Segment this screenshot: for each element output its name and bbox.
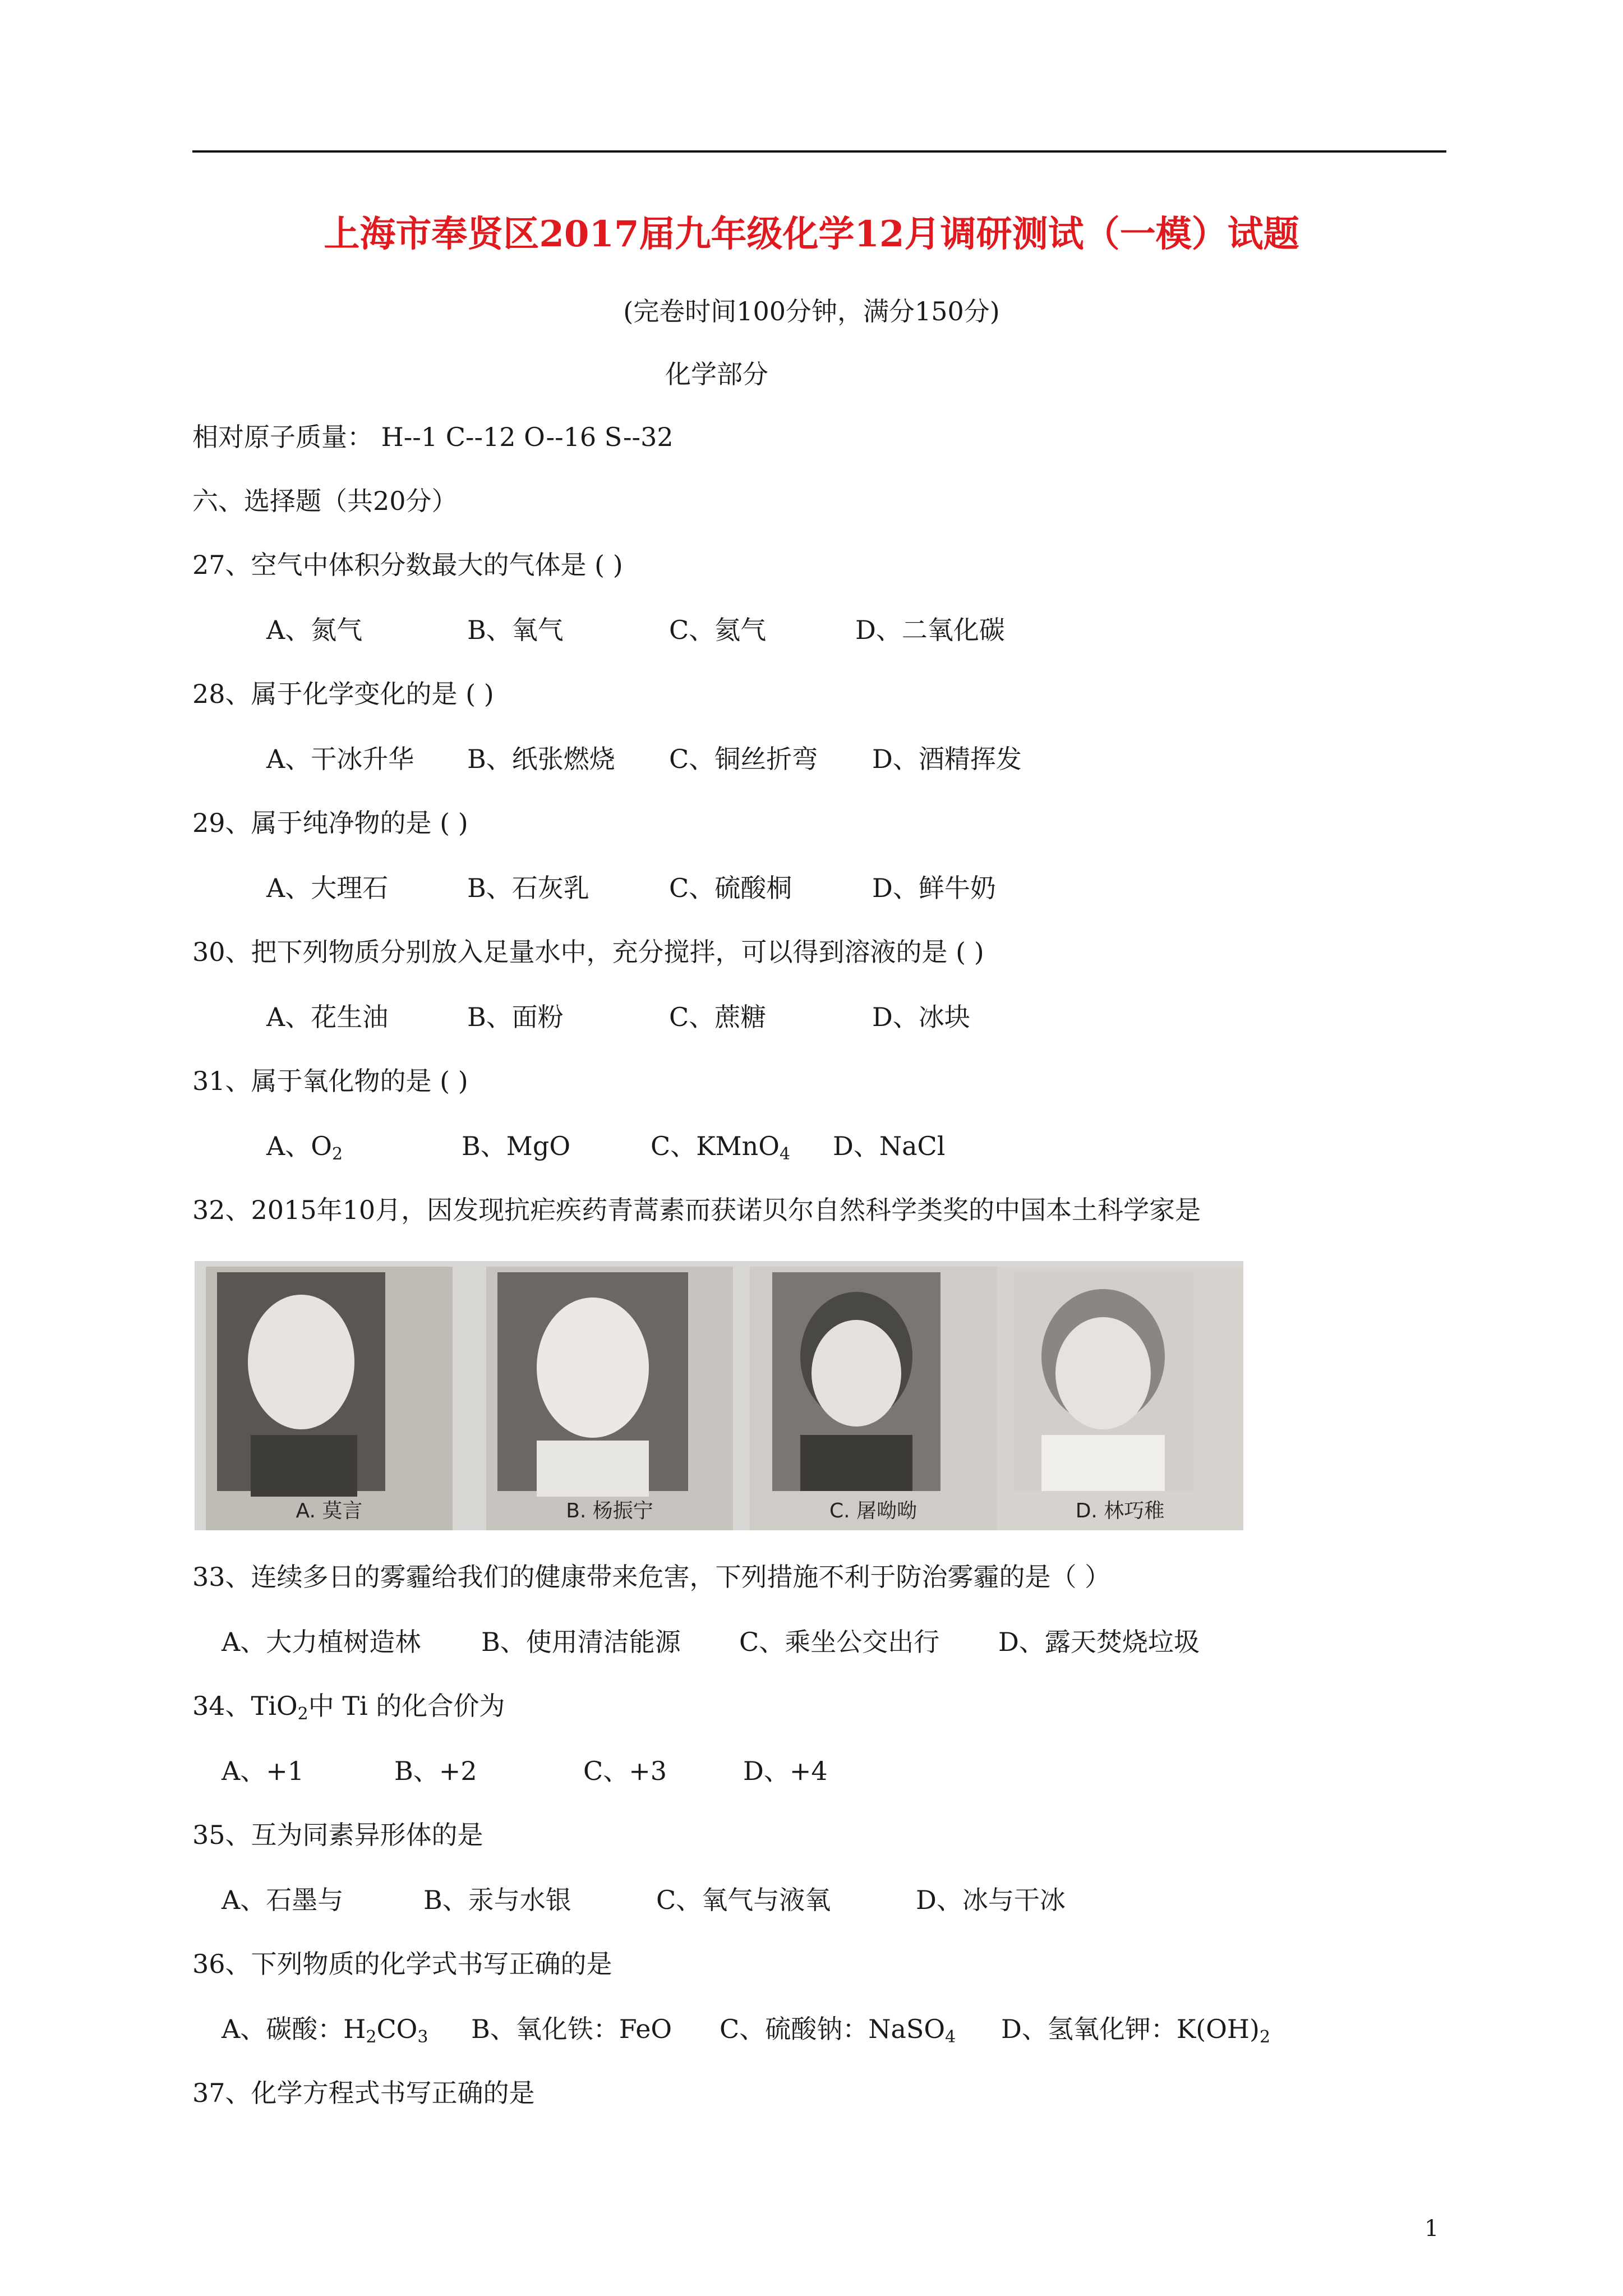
photo-option-d[interactable] [997, 1267, 1243, 1530]
q30-option-a[interactable]: A、花生油 [266, 1002, 389, 1032]
q35-option-c[interactable]: C、氧气与液氧 [656, 1885, 831, 1915]
q33-option-b[interactable]: B、使用清洁能源 [481, 1627, 681, 1657]
photo-caption-b: B. 杨振宁 [566, 1499, 653, 1522]
q33-option-a[interactable]: A、大力植树造林 [222, 1627, 421, 1657]
q31-option-c-text: C、KMnO [651, 1131, 780, 1161]
page-title: 上海市奉贤区2017届九年级化学12月调研测试（一模）试题 [324, 213, 1299, 255]
q28-option-b[interactable]: B、纸张燃烧 [467, 744, 615, 774]
q27-option-a[interactable]: A、氮气 [266, 615, 363, 645]
q35-option-d[interactable]: D、冰与干冰 [916, 1885, 1066, 1915]
portrait-c-image [750, 1267, 997, 1530]
question-33-stem: 33、连续多日的雾霾给我们的健康带来危害，下列措施不利于防治雾霾的是（ ） [192, 1562, 1111, 1592]
q33-option-c[interactable]: C、乘坐公交出行 [739, 1627, 940, 1657]
q36-option-c[interactable] [720, 2014, 956, 2045]
photo-caption-c: C. 屠呦呦 [829, 1499, 917, 1522]
q27-option-c[interactable]: C、氦气 [669, 615, 767, 645]
q31-option-b-text: B、MgO [462, 1131, 571, 1161]
q29-option-c[interactable]: C、硫酸桐 [669, 873, 792, 903]
q31-option-a[interactable] [266, 1131, 343, 1162]
header-rule [192, 150, 1446, 153]
q36-option-b[interactable] [471, 2014, 672, 2045]
q28-option-a[interactable]: A、干冰升华 [266, 744, 414, 774]
q30-option-b[interactable]: B、面粉 [467, 1002, 564, 1032]
photo-option-b[interactable] [486, 1267, 733, 1530]
portrait-a-image [206, 1267, 453, 1530]
q35-option-a[interactable]: A、石墨与 [222, 1885, 344, 1915]
portrait-b-image [486, 1267, 733, 1530]
question-28-stem: 28、属于化学变化的是 ( ) [192, 679, 494, 709]
q28-option-d[interactable]: D、酒精挥发 [872, 744, 1022, 774]
question-31-stem: 31、属于氧化物的是 ( ) [192, 1066, 468, 1096]
section-heading: 六、选择题（共20分） [192, 486, 458, 516]
q34-option-d[interactable]: D、+4 [743, 1756, 828, 1786]
question-35-stem: 35、互为同素异形体的是 [192, 1820, 483, 1850]
q31-option-d[interactable] [833, 1131, 945, 1162]
q27-option-d[interactable]: D、二氧化碳 [855, 615, 1005, 645]
atomic-mass-line: 相对原子质量： H--1 C--12 O--16 S--32 [192, 422, 674, 452]
q31-option-c[interactable] [651, 1131, 790, 1162]
q36-option-b-text: B、氧化铁：FeO [471, 2014, 672, 2044]
q36-option-a-text: A、碳酸：H [222, 2014, 366, 2044]
question-29-stem: 29、属于纯净物的是 ( ) [192, 808, 468, 838]
q29-option-a[interactable]: A、大理石 [266, 873, 389, 903]
q31-option-a-subscript: 2 [331, 1144, 343, 1164]
q36-option-a-subscript: 2 [366, 2027, 377, 2047]
photo-option-c[interactable] [750, 1267, 997, 1530]
q34-option-c[interactable]: C、+3 [583, 1756, 667, 1786]
q34-option-a[interactable]: A、+1 [222, 1756, 305, 1786]
q30-option-d[interactable]: D、冰块 [872, 1002, 970, 1032]
q35-option-b[interactable]: B、汞与水银 [423, 1885, 571, 1915]
scientist-photos [195, 1261, 1243, 1530]
q27-option-b[interactable]: B、氧气 [467, 615, 564, 645]
q36-option-c-text: C、硫酸钠：NaSO [720, 2014, 946, 2044]
q31-option-c-subscript: 4 [780, 1144, 791, 1164]
question-30-stem: 30、把下列物质分别放入足量水中，充分搅拌，可以得到溶液的是 ( ) [192, 937, 984, 967]
q36-option-a[interactable] [222, 2014, 428, 2045]
q34-stem-subscript: 2 [297, 1704, 308, 1724]
q31-option-b[interactable] [462, 1131, 570, 1162]
exam-info: (完卷时间100分钟，满分150分) [623, 296, 1000, 326]
photo-option-a[interactable] [206, 1267, 453, 1530]
question-32-stem: 32、2015年10月，因发现抗疟疾药青蒿素而获诺贝尔自然科学类奖的中国本土科学家是 [192, 1195, 1201, 1225]
q36-option-a-rest: CO [376, 2014, 418, 2044]
part-heading: 化学部分 [665, 359, 768, 389]
q31-option-d-text: D、NaCl [833, 1131, 946, 1161]
q33-option-d[interactable]: D、露天焚烧垃圾 [998, 1627, 1200, 1657]
portrait-d-image [997, 1267, 1243, 1530]
q36-option-d-subscript: 2 [1259, 2027, 1271, 2047]
q34-option-b[interactable]: B、+2 [394, 1756, 477, 1786]
question-27-stem: 27、空气中体积分数最大的气体是 ( ) [192, 550, 623, 580]
q36-option-d[interactable] [1001, 2014, 1270, 2045]
page-number: 1 [1424, 2216, 1439, 2242]
q36-option-a-subscript-2: 3 [417, 2027, 428, 2047]
photo-caption-d: D. 林巧稚 [1075, 1499, 1165, 1522]
question-36-stem: 36、下列物质的化学式书写正确的是 [192, 1949, 612, 1979]
q36-option-d-text: D、氢氧化钾：K(OH) [1001, 2014, 1260, 2044]
q36-option-c-subscript: 4 [945, 2027, 956, 2047]
q29-option-b[interactable]: B、石灰乳 [467, 873, 589, 903]
q30-option-c[interactable]: C、蔗糖 [669, 1002, 767, 1032]
question-37-stem: 37、化学方程式书写正确的是 [192, 2078, 535, 2108]
q29-option-d[interactable]: D、鲜牛奶 [872, 873, 996, 903]
photo-caption-a: A. 莫言 [296, 1499, 363, 1522]
question-34-stem [192, 1691, 505, 1722]
q34-stem-main: 34、TiO [192, 1691, 298, 1721]
q34-stem-rest: 中 Ti 的化合价为 [308, 1691, 505, 1721]
q31-option-a-text: A、O [266, 1131, 332, 1161]
q28-option-c[interactable]: C、铜丝折弯 [669, 744, 818, 774]
